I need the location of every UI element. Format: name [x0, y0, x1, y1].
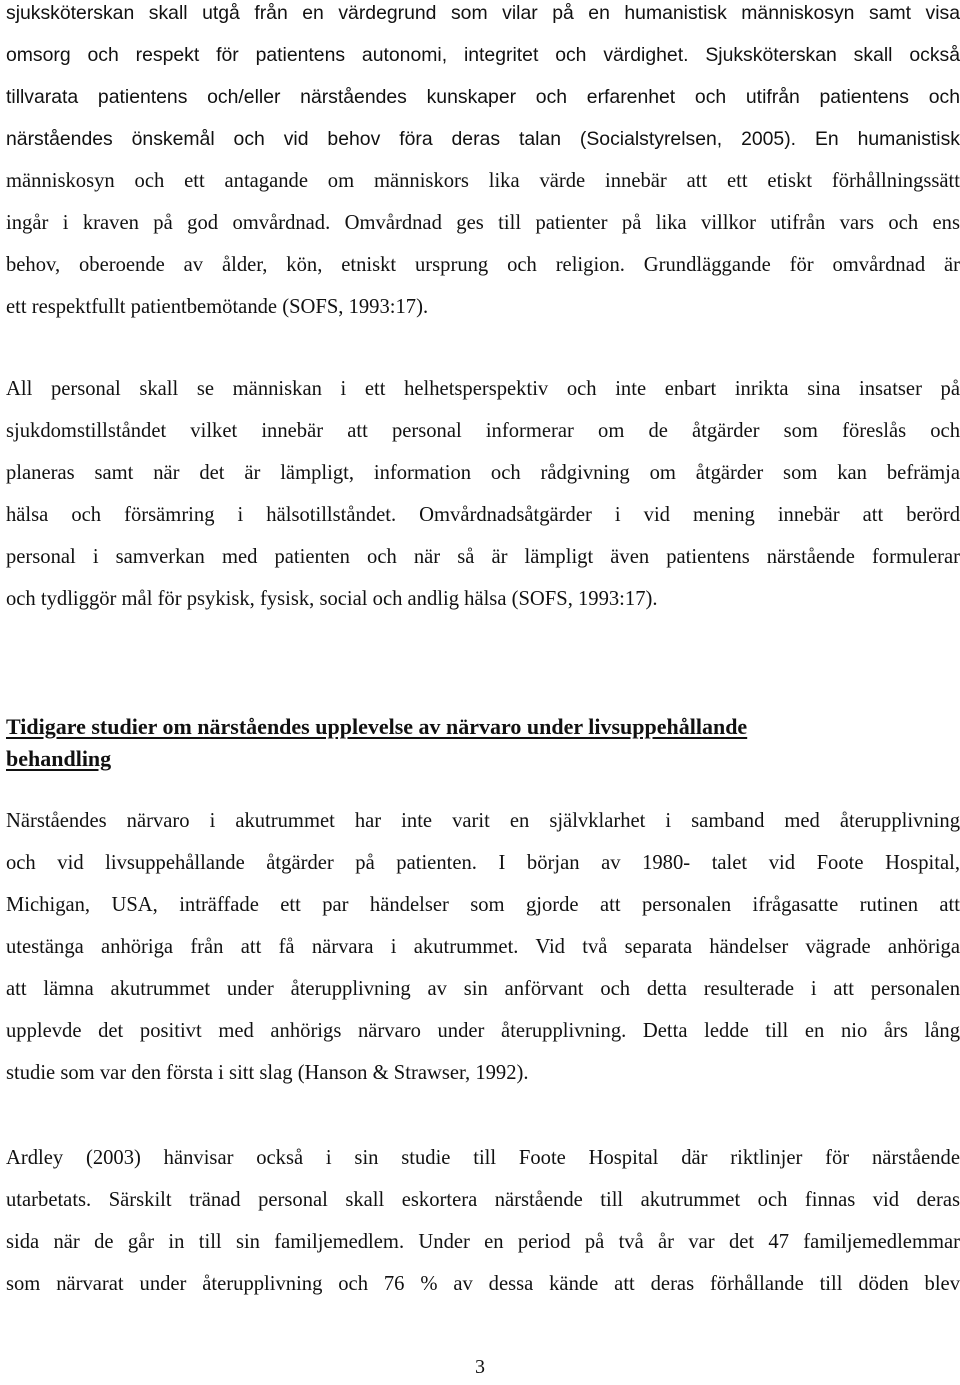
- paragraph-2: [6, 368, 960, 620]
- paragraph-4-line: sida när de går in till sin familjemedlem. Under en period på två år var det 47 familjemedlemmar: [6, 1231, 960, 1253]
- paragraph-2-line: sjukdomstillståndet vilket innebär att personal informerar om de åtgärder som föreslås och: [6, 420, 960, 442]
- paragraph-4-line: som närvarat under återupplivning och 76 % av dessa kände att deras förhållande till döden blev: [6, 1273, 960, 1295]
- paragraph-1-line: omsorg och respekt för patientens autonomi, integritet och värdighet. Sjuksköterskan skall också: [6, 44, 960, 66]
- paragraph-3-line: Närståendes närvaro i akutrummet har inte varit en självklarhet i samband med återupplivning: [6, 810, 960, 832]
- page-number: 3: [475, 1356, 485, 1378]
- paragraph-1: [6, 0, 960, 328]
- paragraph-4-line: utarbetats. Särskilt tränad personal skall eskortera närstående till akutrummet och finnas vid deras: [6, 1189, 960, 1211]
- paragraph-1-line: tillvarata patientens och/eller närståendes kunskaper och erfarenhet och utifrån patientens och: [6, 86, 960, 108]
- paragraph-3-line: att lämna akutrummet under återupplivning av sin anförvant och detta resulterade i att personalen: [6, 978, 960, 1000]
- section-heading: [6, 711, 960, 775]
- paragraph-2-line: personal i samverkan med patienten och när så är lämpligt även patientens närstående formulerar: [6, 546, 960, 568]
- paragraph-1-line: människosyn och ett antagande om människors lika värde innebär att ett etiskt förhållningssätt: [6, 170, 960, 192]
- paragraph-2-line: All personal skall se människan i ett helhetsperspektiv och inte enbart inrikta sina insatser på: [6, 378, 960, 400]
- paragraph-2-line: hälsa och försämring i hälsotillståndet. Omvårdnadsåtgärder i vid mening innebär att berörd: [6, 504, 960, 526]
- paragraph-3-line: studie som var den första i sitt slag (Hanson & Strawser, 1992).: [6, 1062, 529, 1084]
- paragraph-4-line: Ardley (2003) hänvisar också i sin studie till Foote Hospital där riktlinjer för närstående: [6, 1147, 960, 1169]
- paragraph-1-line: ingår i kraven på god omvårdnad. Omvårdnad ges till patienter på lika villkor utifrån vars och ens: [6, 212, 960, 234]
- section-heading-line: Tidigare studier om närståendes upplevelse av närvaro under livsuppehållande: [6, 714, 748, 739]
- section-heading-line: behandling: [6, 746, 112, 771]
- paragraph-3-line: utestänga anhöriga från att få närvara i akutrummet. Vid två separata händelser vägrade anhöriga: [6, 936, 960, 958]
- paragraph-3-line: upplevde det positivt med anhörigs närvaro under återupplivning. Detta ledde till en nio års lång: [6, 1020, 960, 1042]
- paragraph-1-line: sjuksköterskan skall utgå från en värdegrund som vilar på en humanistisk människosyn samt visa: [6, 2, 960, 24]
- paragraph-1-line: behov, oberoende av ålder, kön, etniskt ursprung och religion. Grundläggande för omvårdnad är: [6, 254, 960, 276]
- paragraph-1-line: närståendes önskemål och vid behov föra deras talan (Socialstyrelsen, 2005). En humanistisk: [6, 128, 960, 150]
- paragraph-2-line: planeras samt när det är lämpligt, information och rådgivning om åtgärder som kan befrämja: [6, 462, 960, 484]
- paragraph-2-line: och tydliggör mål för psykisk, fysisk, social och andlig hälsa (SOFS, 1993:17).: [6, 588, 658, 610]
- paragraph-4: [6, 1137, 960, 1305]
- paragraph-3-line: Michigan, USA, inträffade ett par händelser som gjorde att personalen ifrågasatte rutinen att: [6, 894, 960, 916]
- paragraph-3-line: och vid livsuppehållande åtgärder på patienten. I början av 1980- talet vid Foote Hospital,: [6, 852, 960, 874]
- paragraph-1-line: ett respektfullt patientbemötande (SOFS, 1993:17).: [6, 296, 429, 318]
- paragraph-3: [6, 800, 960, 1094]
